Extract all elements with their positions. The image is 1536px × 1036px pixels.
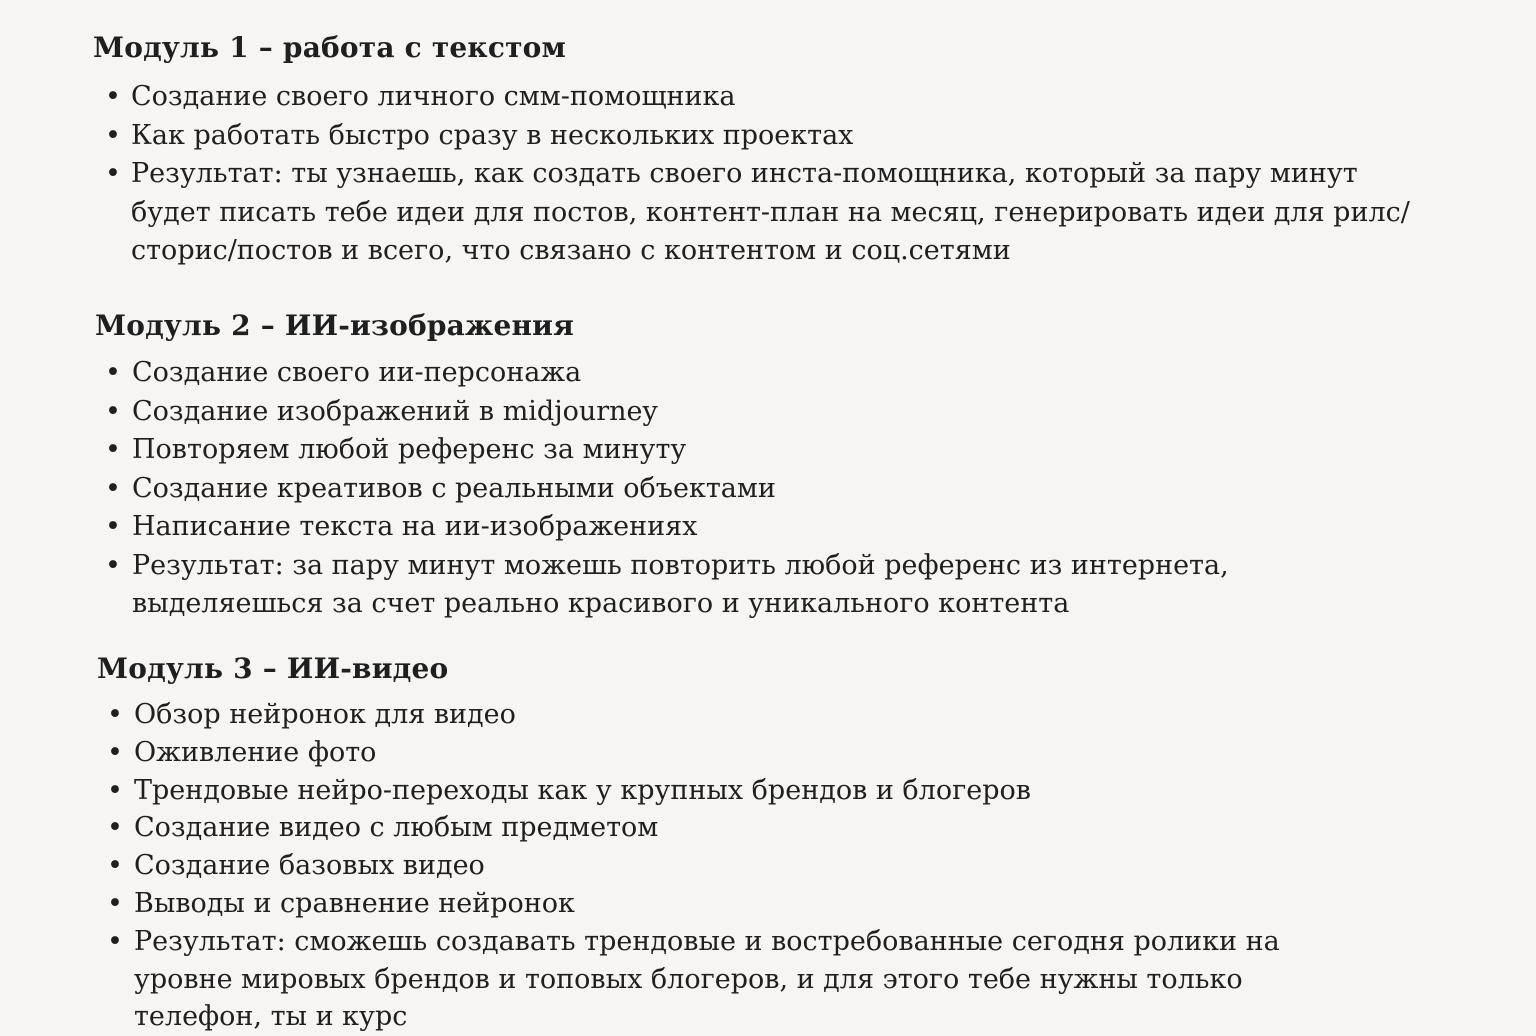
module-title: Модуль 1 – работа с текстом [93,31,567,64]
list-item-text: Оживление фото [134,736,377,768]
list-item [105,508,1332,547]
bullet-icon: • [105,395,121,427]
module-item-list [0,696,1536,1036]
bullet-icon: • [105,549,121,581]
bullet-icon: • [107,887,123,919]
list-item [107,809,1324,847]
list-item-text: Написание текста на ии-изображениях [132,511,698,542]
list-item [107,847,1324,885]
module-2 [0,308,1536,624]
bullet-icon: • [107,774,123,806]
list-item-text: Создание креативов с реальными объектами [132,472,776,504]
list-item-text: Создание своего личного смм-помощника [131,81,736,112]
list-item-text: Выводы и сравнение нейронок [134,887,575,919]
list-item [105,78,1421,117]
list-item [105,431,1332,470]
list-item-text: Результат: сможешь создавать трендовые и востребованные сегодня ролики на уровне мировых брендов и топовых блогеров, и для этого тебе нужны только телефон, ты и курс [134,925,1280,1033]
list-item-result [105,547,1332,624]
bullet-icon: • [107,812,123,844]
list-item-text: Повторяем любой референс за минуту [132,434,687,465]
list-item-text: Результат: ты узнаешь, как создать своего инста-помощника, который за пару минут будет писать тебе идеи для постов, контент-план на месяц, генерировать идеи для рилс/сторис/постов и всего, что связано с контентом и соц.сетями [131,158,1410,266]
list-item-text: Создание видео с любым предметом [134,812,659,844]
module-3 [0,651,1536,1036]
list-item [105,117,1421,156]
list-item [107,885,1324,923]
bullet-icon: • [105,511,121,542]
module-title: Модуль 2 – ИИ-изображения [95,309,575,342]
list-item [107,696,1324,734]
list-item-text: Как работать быстро сразу в нескольких проектах [131,119,854,151]
bullet-icon: • [105,357,121,388]
bullet-icon: • [107,699,123,730]
list-item [107,772,1324,810]
module-item-list [0,78,1536,271]
bullet-icon: • [105,434,121,465]
module-item-list [0,354,1536,624]
bullet-icon: • [107,850,123,882]
bullet-icon: • [107,925,123,957]
list-item-text: Создание изображений в midjourney [132,395,658,427]
list-item [105,393,1332,432]
list-item-text: Результат: за пару минут можешь повторить любой референс из интернета, выделяешься за счет реально красивого и уникального контента [132,549,1229,619]
list-item [105,470,1332,509]
bullet-icon: • [107,736,123,768]
list-item-text: Создание своего ии-персонажа [132,357,582,388]
list-item [107,734,1324,772]
list-item-text: Создание базовых видео [134,850,485,882]
bullet-icon: • [105,158,121,189]
list-item [105,354,1332,393]
bullet-icon: • [105,119,121,151]
bullet-icon: • [105,472,121,504]
list-item-text: Трендовые нейро-переходы как у крупных брендов и блогеров [134,774,1031,806]
list-item-result [105,155,1421,271]
module-1 [0,30,1536,271]
module-title: Модуль 3 – ИИ-видео [97,652,449,685]
list-item-text: Обзор нейронок для видео [134,699,516,730]
list-item-result [107,923,1324,1036]
bullet-icon: • [105,81,121,112]
